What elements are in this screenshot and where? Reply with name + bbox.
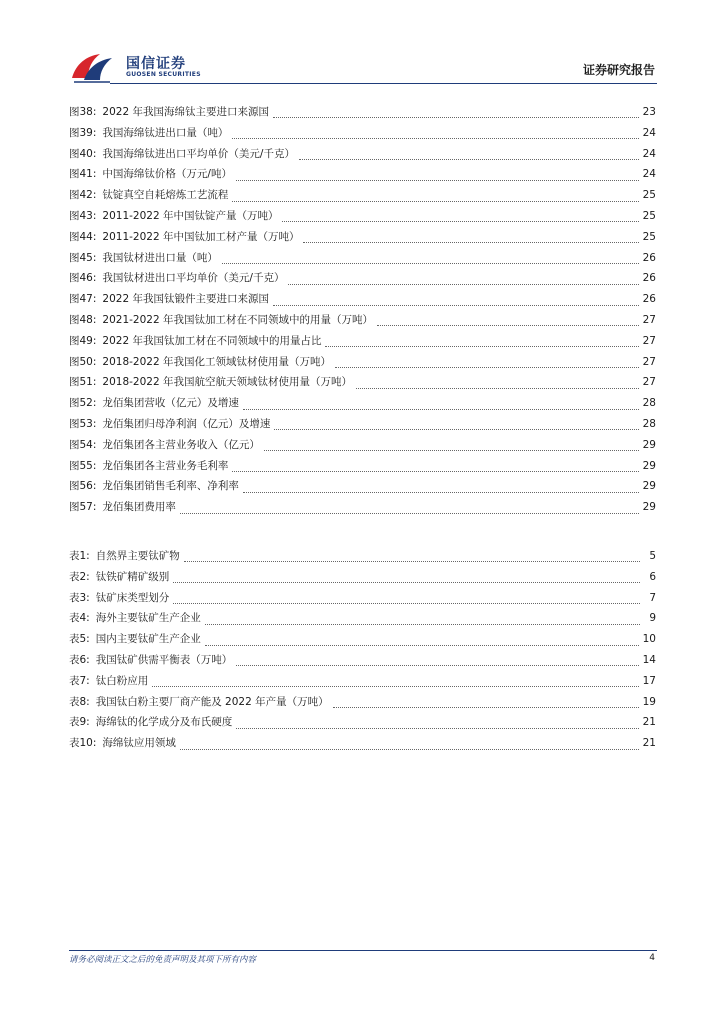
table-toc-entry[interactable]: [69, 631, 656, 652]
toc-entry-page: 29: [642, 459, 656, 472]
toc-entry-title: 我国钛材进出口量（吨）: [102, 251, 218, 264]
toc-entry-page: 29: [642, 501, 656, 514]
page-header: [0, 0, 724, 90]
dot-leader: [232, 200, 638, 202]
toc-entry-title: 龙佰集团费用率: [102, 501, 176, 514]
dot-leader: [173, 581, 640, 583]
figure-toc-entry[interactable]: [69, 104, 656, 125]
dot-leader: [303, 241, 638, 243]
toc-entry-page: 7: [649, 591, 656, 604]
dot-leader: [264, 449, 639, 451]
dot-leader: [236, 727, 638, 729]
toc-entry-page: 28: [642, 417, 656, 430]
figure-toc-entry[interactable]: [69, 312, 656, 333]
guosen-logo-icon: [70, 50, 114, 84]
toc-entry-number: 图48:: [69, 313, 97, 326]
toc-entry-title: 2022 年我国钛加工材在不同领域中的用量占比: [102, 334, 322, 347]
toc-entry-number: 图45:: [69, 251, 97, 264]
toc-entry-title: 2022 年我国海绵钛主要进口来源国: [102, 106, 269, 118]
toc-entry-number: 表1:: [69, 550, 90, 562]
table-toc-entry[interactable]: [69, 590, 656, 611]
toc-entry-title: 中国海绵钛价格（万元/吨）: [102, 168, 232, 181]
page-number: 4: [649, 953, 655, 963]
table-toc-entry[interactable]: [69, 610, 656, 631]
toc-entry-title: 2018-2022 年我国化工领域钛材使用量（万吨）: [102, 355, 331, 368]
toc-entry-number: 图40:: [69, 147, 97, 160]
report-type-label: 证券研究报告: [582, 63, 655, 77]
table-toc-entry[interactable]: [69, 735, 656, 756]
figure-toc-entry[interactable]: [69, 229, 656, 250]
toc-entry-number: 表9:: [69, 716, 90, 729]
toc-entry-number: 图56:: [69, 480, 97, 493]
dot-leader: [243, 491, 639, 493]
toc-entry-number: 表6:: [69, 653, 90, 666]
toc-entry-page: 25: [642, 189, 656, 202]
figure-toc-entry[interactable]: [69, 187, 656, 208]
toc-entry-page: 25: [642, 209, 656, 222]
toc-entry-page: 26: [642, 272, 656, 285]
toc-entry-title: 自然界主要钛矿物: [95, 550, 180, 562]
brand-name-en: GUOSEN SECURITIES: [126, 71, 201, 78]
dot-leader: [232, 470, 638, 472]
footer-disclaimer: 请务必阅读正文之后的免责声明及其项下所有内容: [69, 955, 257, 965]
dot-leader: [222, 262, 639, 264]
toc-entry-page: 26: [642, 251, 656, 264]
toc-entry-number: 图57:: [69, 501, 97, 514]
toc-entry-number: 图41:: [69, 168, 97, 181]
figure-toc-entry[interactable]: [69, 354, 656, 375]
toc-entry-page: 6: [649, 570, 656, 583]
dot-leader: [205, 623, 640, 625]
figure-toc-entry[interactable]: [69, 291, 656, 312]
toc-entry-page: 27: [642, 355, 656, 368]
toc-entry-title: 2021-2022 年我国钛加工材在不同领域中的用量（万吨）: [102, 313, 373, 326]
toc-entry-number: 图38:: [69, 106, 97, 118]
toc-entry-page: 24: [642, 168, 656, 181]
figure-toc-entry[interactable]: [69, 166, 656, 187]
toc-entry-number: 图49:: [69, 334, 97, 347]
figure-toc-entry[interactable]: [69, 374, 656, 395]
toc-entry-title: 我国钛白粉主要厂商产能及 2022 年产量（万吨）: [95, 695, 329, 708]
toc-entry-number: 图47:: [69, 293, 97, 306]
toc-entry-page: 24: [642, 147, 656, 160]
toc-entry-title: 海绵钛的化学成分及布氏硬度: [95, 716, 233, 729]
toc-entry-number: 图55:: [69, 459, 97, 472]
toc-entry-number: 表5:: [69, 633, 90, 646]
toc-entry-title: 钛白粉应用: [95, 674, 149, 687]
toc-entry-page: 24: [642, 126, 656, 139]
toc-entry-number: 图50:: [69, 355, 97, 368]
dot-leader: [274, 428, 638, 430]
toc-entry-page: 29: [642, 480, 656, 493]
toc-entry-title: 2011-2022 年中国钛锭产量（万吨）: [102, 209, 279, 222]
figure-toc-entry[interactable]: [69, 333, 656, 354]
toc-entry-number: 图42:: [69, 189, 97, 202]
figure-toc-entry[interactable]: [69, 208, 656, 229]
toc-entry-title: 2018-2022 年我国航空航天领域钛材使用量（万吨）: [102, 376, 352, 389]
figure-toc-entry[interactable]: [69, 478, 656, 499]
toc-entry-title: 钛矿床类型划分: [95, 591, 170, 604]
dot-leader: [288, 283, 638, 285]
figure-index-list: [69, 104, 656, 520]
toc-entry-page: 29: [642, 438, 656, 451]
dot-leader: [356, 387, 639, 389]
toc-entry-title: 我国海绵钛进出口平均单价（美元/千克）: [102, 147, 295, 160]
dot-leader: [205, 644, 639, 646]
toc-entry-number: 表3:: [69, 591, 90, 604]
table-toc-entry[interactable]: [69, 652, 656, 673]
dot-leader: [273, 304, 639, 306]
toc-entry-title: 龙佰集团各主营业务毛利率: [102, 459, 229, 472]
dot-leader: [236, 179, 639, 181]
table-toc-entry[interactable]: [69, 673, 656, 694]
toc-entry-number: 图39:: [69, 126, 97, 139]
toc-entry-page: 10: [642, 633, 656, 646]
toc-entry-page: 25: [642, 230, 656, 243]
dot-leader: [152, 685, 638, 687]
figure-toc-entry[interactable]: [69, 270, 656, 291]
toc-entry-number: 图51:: [69, 376, 97, 389]
toc-entry-title: 2011-2022 年中国钛加工材产量（万吨）: [102, 230, 300, 243]
toc-entry-page: 9: [649, 612, 656, 625]
figure-toc-entry[interactable]: [69, 458, 656, 479]
dot-leader: [299, 158, 639, 160]
toc-entry-number: 图44:: [69, 230, 97, 243]
toc-entry-title: 2022 年我国钛锻件主要进口来源国: [102, 293, 269, 306]
dot-leader: [243, 408, 639, 410]
toc-entry-page: 26: [642, 293, 656, 306]
toc-entry-page: 19: [642, 695, 656, 708]
table-toc-entry[interactable]: [69, 714, 656, 735]
brand-name-cn: 国信证券: [126, 56, 186, 72]
figure-toc-entry[interactable]: [69, 499, 656, 520]
toc-entry-page: 5: [649, 550, 656, 562]
table-toc-entry[interactable]: [69, 548, 656, 569]
dot-leader: [180, 512, 639, 514]
dot-leader: [282, 220, 638, 222]
dot-leader: [325, 345, 638, 347]
toc-entry-title: 龙佰集团营收（亿元）及增速: [102, 397, 239, 410]
toc-entry-title: 海外主要钛矿生产企业: [95, 612, 201, 625]
toc-entry-page: 23: [642, 106, 656, 118]
footer-divider: [69, 950, 657, 951]
table-toc-entry[interactable]: [69, 694, 656, 715]
toc-entry-title: 我国海绵钛进出口量（吨）: [102, 126, 229, 139]
toc-entry-title: 钛铁矿精矿级别: [95, 570, 170, 583]
toc-entry-number: 图52:: [69, 397, 97, 410]
dot-leader: [335, 366, 639, 368]
toc-entry-title: 龙佰集团各主营业务收入（亿元）: [102, 438, 260, 451]
toc-entry-page: 14: [642, 653, 656, 666]
figure-toc-entry[interactable]: [69, 437, 656, 458]
table-index-list: [69, 548, 656, 756]
dot-leader: [173, 602, 640, 604]
toc-entry-page: 27: [642, 376, 656, 389]
dot-leader: [273, 116, 639, 118]
figure-toc-entry[interactable]: [69, 250, 656, 271]
figure-toc-entry[interactable]: [69, 395, 656, 416]
dot-leader: [236, 664, 638, 666]
toc-entry-number: 表7:: [69, 674, 90, 687]
toc-entry-number: 图53:: [69, 417, 97, 430]
toc-entry-page: 17: [642, 674, 656, 687]
figure-toc-entry[interactable]: [69, 416, 656, 437]
toc-entry-number: 图46:: [69, 272, 97, 285]
toc-entry-page: 21: [642, 737, 656, 750]
table-toc-entry[interactable]: [69, 569, 656, 590]
toc-entry-number: 表4:: [69, 612, 90, 625]
toc-entry-title: 我国钛材进出口平均单价（美元/千克）: [102, 272, 285, 285]
figure-toc-entry[interactable]: [69, 146, 656, 167]
dot-leader: [184, 560, 640, 562]
header-divider: [110, 83, 657, 84]
toc-entry-title: 海绵钛应用领域: [102, 737, 176, 750]
toc-entry-number: 表2:: [69, 570, 90, 583]
toc-entry-title: 国内主要钛矿生产企业: [95, 633, 201, 646]
toc-entry-number: 图43:: [69, 209, 97, 222]
toc-entry-title: 龙佰集团销售毛利率、净利率: [102, 480, 239, 493]
toc-entry-number: 表8:: [69, 695, 90, 708]
toc-entry-title: 我国钛矿供需平衡表（万吨）: [95, 653, 233, 666]
toc-entry-number: 图54:: [69, 438, 97, 451]
dot-leader: [232, 137, 638, 139]
toc-entry-title: 钛锭真空自耗熔炼工艺流程: [102, 189, 229, 202]
dot-leader: [333, 706, 639, 708]
toc-entry-title: 龙佰集团归母净利润（亿元）及增速: [102, 417, 271, 430]
dot-leader: [180, 748, 639, 750]
toc-entry-page: 27: [642, 313, 656, 326]
dot-leader: [377, 324, 639, 326]
toc-entry-number: 表10:: [69, 737, 97, 750]
toc-entry-page: 28: [642, 397, 656, 410]
toc-entry-page: 21: [642, 716, 656, 729]
figure-toc-entry[interactable]: [69, 125, 656, 146]
toc-entry-page: 27: [642, 334, 656, 347]
